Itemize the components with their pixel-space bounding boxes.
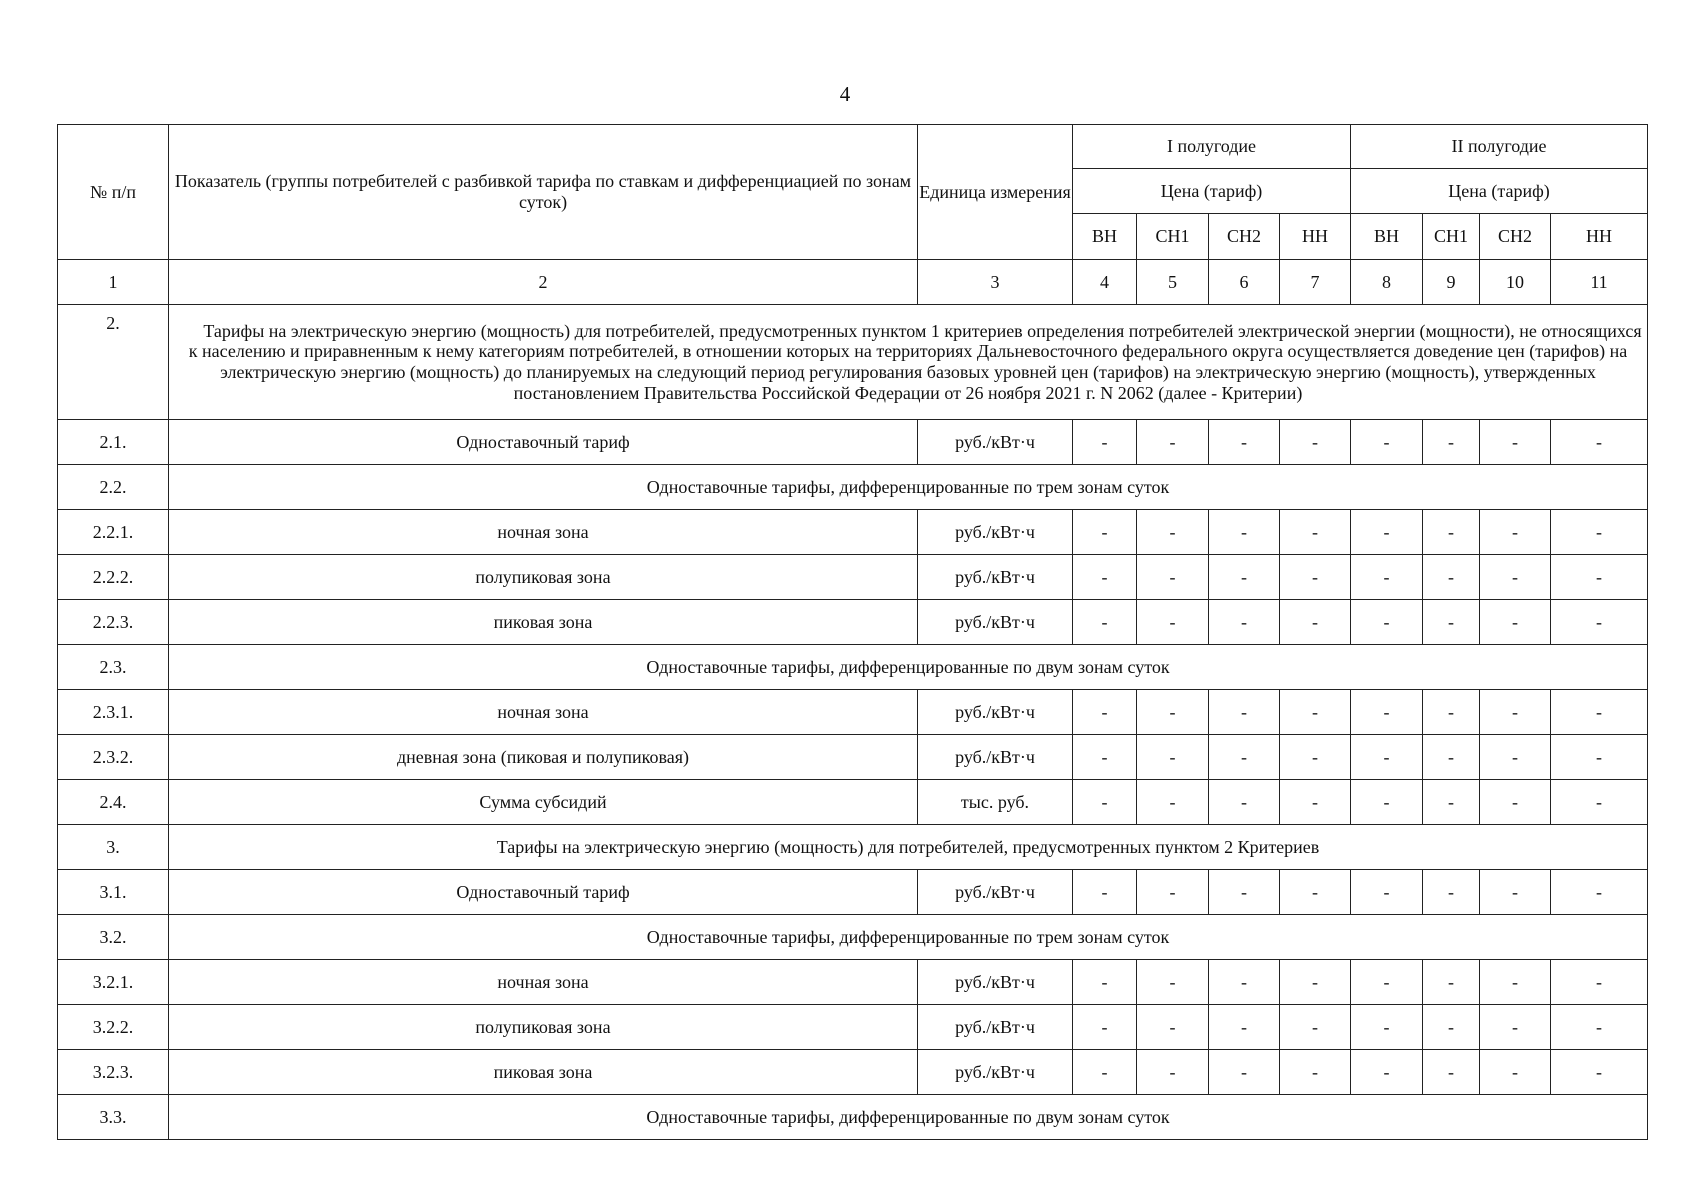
price-cell: - — [1351, 1050, 1423, 1095]
row-unit: руб./кВт·ч — [918, 510, 1073, 555]
price-cell: - — [1280, 690, 1351, 735]
section-2-text: Тарифы на электрическую энергию (мощность) для потребителей, предусмотренных пунктом 1 критериев определения потребителей электрической энергии (мощности), не относящихся к населению и приравненным к нему категориям потребителей, в отношении которых на территориях Дальневосточного федерального округа осуществляется доведение цен (тарифов) на электрическую энергию (мощность) до планируемых на следующий период регулирования базовых уровней цен (тарифов) на электрическую энергию (мощность), утвержденных постановлением Правительства Российской Федерации от 26 ноября 2021 г. N 2062 (далее - Критерии) — [169, 305, 1648, 420]
row-label: полупиковая зона — [169, 555, 918, 600]
price-cell: - — [1137, 420, 1209, 465]
price-cell: - — [1551, 1005, 1648, 1050]
row-num: 2. — [58, 305, 169, 420]
price-cell: - — [1423, 735, 1480, 780]
row-unit: руб./кВт·ч — [918, 690, 1073, 735]
price-cell: - — [1209, 555, 1280, 600]
price-cell: - — [1280, 420, 1351, 465]
row-num: 3.2.3. — [58, 1050, 169, 1095]
group-label: Одноставочные тарифы, дифференцированные по трем зонам суток — [169, 465, 1648, 510]
price-cell: - — [1480, 600, 1551, 645]
section-2-row — [58, 305, 1648, 420]
price-cell: - — [1423, 510, 1480, 555]
group-row — [58, 465, 1648, 510]
row-num: 2.3.2. — [58, 735, 169, 780]
price-cell: - — [1351, 600, 1423, 645]
row-num: 2.2.2. — [58, 555, 169, 600]
header-level: СН2 — [1209, 214, 1280, 260]
price-cell: - — [1209, 690, 1280, 735]
price-cell: - — [1073, 735, 1137, 780]
row-num: 3.1. — [58, 870, 169, 915]
row-unit: руб./кВт·ч — [918, 1050, 1073, 1095]
row-label: дневная зона (пиковая и полупиковая) — [169, 735, 918, 780]
row-label: Одноставочный тариф — [169, 420, 918, 465]
price-cell: - — [1209, 510, 1280, 555]
price-cell: - — [1280, 555, 1351, 600]
price-cell: - — [1209, 1005, 1280, 1050]
price-cell: - — [1423, 690, 1480, 735]
header-level: СН2 — [1480, 214, 1551, 260]
price-cell: - — [1423, 1050, 1480, 1095]
tariffs-table — [57, 124, 1648, 1140]
header-half1: I полугодие — [1073, 125, 1351, 169]
row-num: 2.3. — [58, 645, 169, 690]
row-unit: руб./кВт·ч — [918, 870, 1073, 915]
price-cell: - — [1551, 1050, 1648, 1095]
group-label: Тарифы на электрическую энергию (мощность) для потребителей, предусмотренных пунктом 2 Критериев — [169, 825, 1648, 870]
price-cell: - — [1137, 960, 1209, 1005]
column-number: 1 — [58, 260, 169, 305]
price-cell: - — [1209, 870, 1280, 915]
row-num: 2.2. — [58, 465, 169, 510]
price-cell: - — [1073, 555, 1137, 600]
price-cell: - — [1137, 1005, 1209, 1050]
price-cell: - — [1137, 735, 1209, 780]
price-cell: - — [1423, 420, 1480, 465]
table-row — [58, 870, 1648, 915]
price-cell: - — [1551, 735, 1648, 780]
price-cell: - — [1209, 600, 1280, 645]
price-cell: - — [1351, 690, 1423, 735]
header-level: ВН — [1351, 214, 1423, 260]
page-number: 4 — [839, 82, 851, 106]
row-label: пиковая зона — [169, 600, 918, 645]
group-row — [58, 825, 1648, 870]
column-number: 8 — [1351, 260, 1423, 305]
price-cell: - — [1551, 555, 1648, 600]
row-unit: руб./кВт·ч — [918, 600, 1073, 645]
price-cell: - — [1480, 735, 1551, 780]
row-num: 3.3. — [58, 1095, 169, 1140]
price-cell: - — [1280, 1005, 1351, 1050]
price-cell: - — [1209, 420, 1280, 465]
header-half2: II полугодие — [1351, 125, 1648, 169]
price-cell: - — [1351, 510, 1423, 555]
row-num: 3.2.1. — [58, 960, 169, 1005]
price-cell: - — [1280, 510, 1351, 555]
table-row — [58, 780, 1648, 825]
group-label: Одноставочные тарифы, дифференцированные по двум зонам суток — [169, 645, 1648, 690]
price-cell: - — [1073, 600, 1137, 645]
price-cell: - — [1351, 420, 1423, 465]
price-cell: - — [1351, 960, 1423, 1005]
price-cell: - — [1137, 555, 1209, 600]
price-cell: - — [1423, 780, 1480, 825]
header-unit: Единица измерения — [918, 125, 1073, 260]
row-label: ночная зона — [169, 960, 918, 1005]
price-cell: - — [1480, 690, 1551, 735]
price-cell: - — [1423, 870, 1480, 915]
row-label: Сумма субсидий — [169, 780, 918, 825]
price-cell: - — [1073, 870, 1137, 915]
header-level: ВН — [1073, 214, 1137, 260]
row-unit: руб./кВт·ч — [918, 735, 1073, 780]
column-number: 4 — [1073, 260, 1137, 305]
row-num: 3. — [58, 825, 169, 870]
price-cell: - — [1137, 690, 1209, 735]
price-cell: - — [1480, 555, 1551, 600]
header-level: НН — [1551, 214, 1648, 260]
header-level: НН — [1280, 214, 1351, 260]
column-number: 10 — [1480, 260, 1551, 305]
price-cell: - — [1209, 735, 1280, 780]
price-cell: - — [1551, 690, 1648, 735]
price-cell: - — [1480, 420, 1551, 465]
price-cell: - — [1480, 870, 1551, 915]
group-row — [58, 1095, 1648, 1140]
price-cell: - — [1351, 555, 1423, 600]
price-cell: - — [1073, 960, 1137, 1005]
price-cell: - — [1351, 780, 1423, 825]
price-cell: - — [1280, 735, 1351, 780]
price-cell: - — [1551, 510, 1648, 555]
price-cell: - — [1480, 510, 1551, 555]
column-number: 3 — [918, 260, 1073, 305]
price-cell: - — [1423, 600, 1480, 645]
table-row — [58, 555, 1648, 600]
group-row — [58, 645, 1648, 690]
row-label: пиковая зона — [169, 1050, 918, 1095]
price-cell: - — [1137, 870, 1209, 915]
row-label: Одноставочный тариф — [169, 870, 918, 915]
row-num: 3.2.2. — [58, 1005, 169, 1050]
price-cell: - — [1209, 960, 1280, 1005]
table-row — [58, 1005, 1648, 1050]
table-row — [58, 1050, 1648, 1095]
column-number: 9 — [1423, 260, 1480, 305]
price-cell: - — [1480, 960, 1551, 1005]
price-cell: - — [1137, 600, 1209, 645]
price-cell: - — [1351, 735, 1423, 780]
price-cell: - — [1073, 1005, 1137, 1050]
row-label: ночная зона — [169, 510, 918, 555]
price-cell: - — [1073, 510, 1137, 555]
column-number: 2 — [169, 260, 918, 305]
row-num: 2.2.3. — [58, 600, 169, 645]
table-row — [58, 600, 1648, 645]
header-price1: Цена (тариф) — [1073, 169, 1351, 214]
price-cell: - — [1480, 780, 1551, 825]
group-label: Одноставочные тарифы, дифференцированные по трем зонам суток — [169, 915, 1648, 960]
header-indicator: Показатель (группы потребителей с разбивкой тарифа по ставкам и дифференциацией по зонам суток) — [169, 125, 918, 260]
header-price2: Цена (тариф) — [1351, 169, 1648, 214]
row-unit: руб./кВт·ч — [918, 555, 1073, 600]
price-cell: - — [1423, 555, 1480, 600]
price-cell: - — [1073, 780, 1137, 825]
price-cell: - — [1551, 780, 1648, 825]
header-level: СН1 — [1423, 214, 1480, 260]
row-num: 2.3.1. — [58, 690, 169, 735]
row-label: полупиковая зона — [169, 1005, 918, 1050]
price-cell: - — [1551, 960, 1648, 1005]
price-cell: - — [1073, 690, 1137, 735]
column-number: 11 — [1551, 260, 1648, 305]
price-cell: - — [1280, 780, 1351, 825]
column-number: 7 — [1280, 260, 1351, 305]
price-cell: - — [1551, 600, 1648, 645]
group-row — [58, 915, 1648, 960]
row-unit: руб./кВт·ч — [918, 420, 1073, 465]
table-row — [58, 420, 1648, 465]
price-cell: - — [1073, 420, 1137, 465]
row-unit: руб./кВт·ч — [918, 1005, 1073, 1050]
price-cell: - — [1351, 870, 1423, 915]
row-num: 3.2. — [58, 915, 169, 960]
header-colnum-row — [58, 260, 1648, 305]
price-cell: - — [1137, 510, 1209, 555]
table-row — [58, 735, 1648, 780]
price-cell: - — [1351, 1005, 1423, 1050]
price-cell: - — [1073, 1050, 1137, 1095]
row-unit: руб./кВт·ч — [918, 960, 1073, 1005]
price-cell: - — [1280, 870, 1351, 915]
column-number: 5 — [1137, 260, 1209, 305]
table-header — [58, 125, 1648, 305]
header-level: СН1 — [1137, 214, 1209, 260]
price-cell: - — [1137, 780, 1209, 825]
row-num: 2.1. — [58, 420, 169, 465]
row-num: 2.4. — [58, 780, 169, 825]
group-label: Одноставочные тарифы, дифференцированные по двум зонам суток — [169, 1095, 1648, 1140]
price-cell: - — [1480, 1005, 1551, 1050]
header-num: № п/п — [58, 125, 169, 260]
table-row — [58, 960, 1648, 1005]
price-cell: - — [1137, 1050, 1209, 1095]
row-label: ночная зона — [169, 690, 918, 735]
table-body — [58, 305, 1648, 1140]
row-num: 2.2.1. — [58, 510, 169, 555]
column-number: 6 — [1209, 260, 1280, 305]
price-cell: - — [1280, 960, 1351, 1005]
price-cell: - — [1280, 1050, 1351, 1095]
price-cell: - — [1480, 1050, 1551, 1095]
price-cell: - — [1551, 420, 1648, 465]
price-cell: - — [1209, 780, 1280, 825]
price-cell: - — [1423, 1005, 1480, 1050]
price-cell: - — [1423, 960, 1480, 1005]
price-cell: - — [1280, 600, 1351, 645]
row-unit: тыс. руб. — [918, 780, 1073, 825]
table-row — [58, 690, 1648, 735]
table-row — [58, 510, 1648, 555]
price-cell: - — [1209, 1050, 1280, 1095]
price-cell: - — [1551, 870, 1648, 915]
